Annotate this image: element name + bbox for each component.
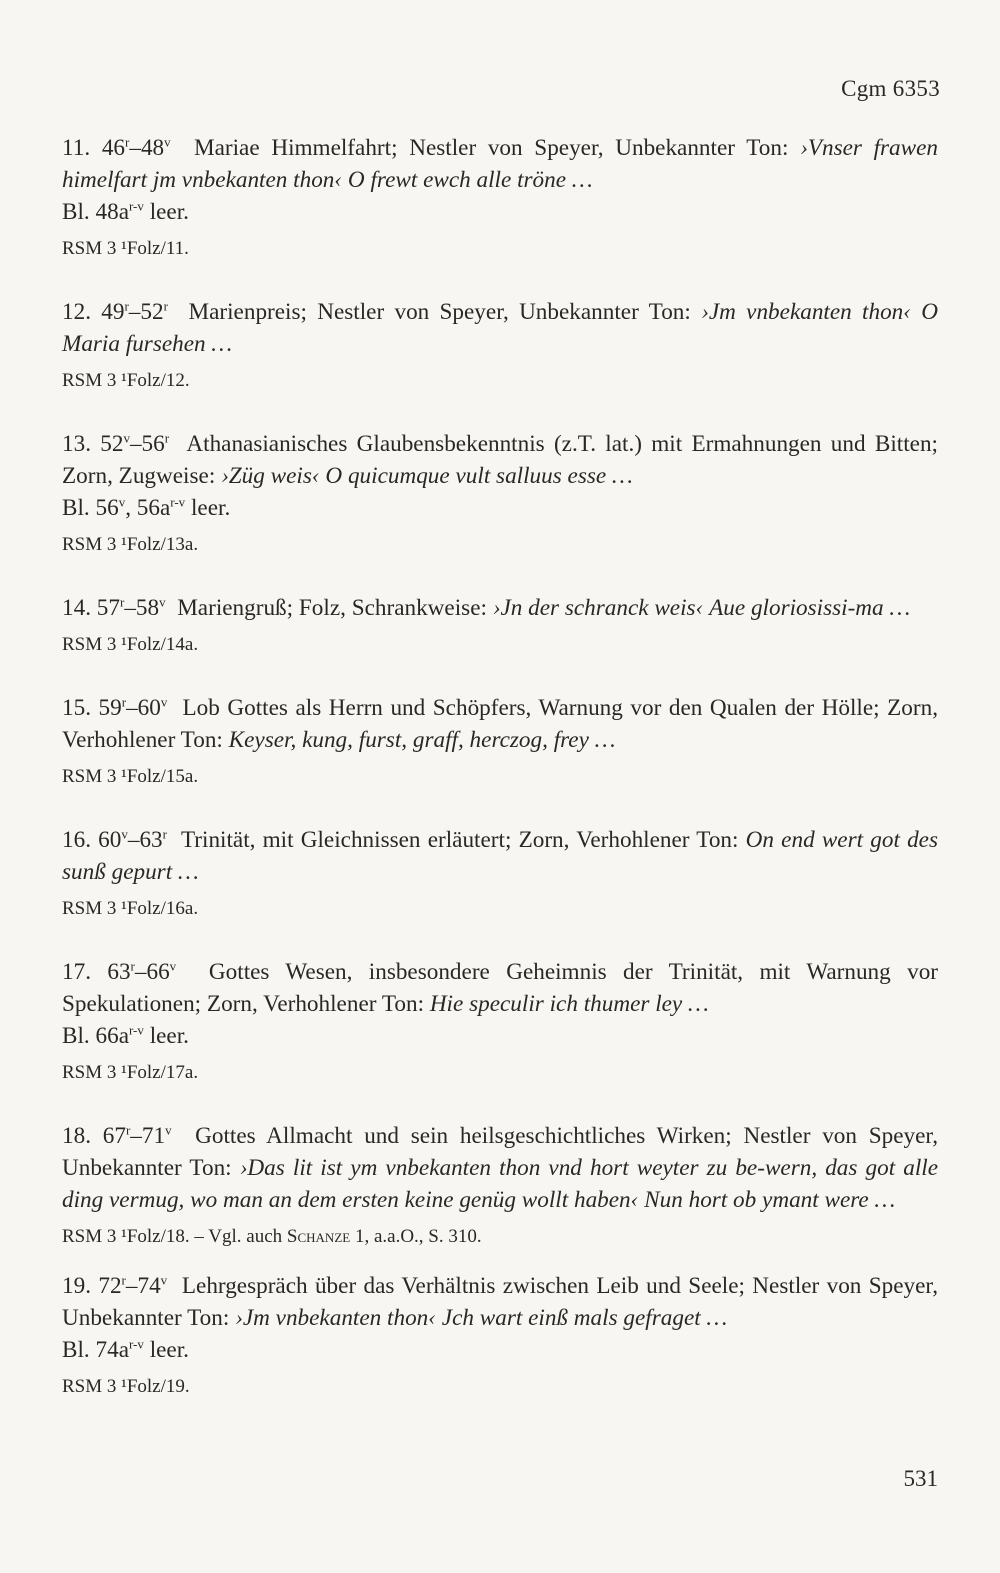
entry-description: Mariae Himmelfahrt; Nestler von Speyer, Unbekannter Ton: (193, 135, 801, 161)
incipit: O Maria fursehen … (62, 299, 939, 357)
entry-number: 17. (62, 959, 91, 985)
catalog-entries (62, 132, 938, 1400)
rsm-reference: RSM 3 ¹Folz/11. (62, 238, 189, 259)
entry-number: 18. (62, 1123, 91, 1149)
entry-description: Athanasianisches Glaubensbekenntnis (z.T. lat.) mit Ermahnungen und Bitten; Zorn, Zugweise: (62, 431, 938, 489)
entry-description: Lob Gottes als Herrn und Schöpfers, Warnung vor den Qualen der Hölle; Zorn, Verhohlener Ton: (62, 695, 939, 753)
rsm-reference: RSM 3 ¹Folz/15a. (62, 766, 199, 787)
entry-number: 14. (62, 595, 91, 621)
blank-leaves-note: Bl. $48a^{r-v}$ leer. (62, 198, 189, 225)
author-name: Schanze (286, 1226, 351, 1247)
entry-description: Gottes Allmacht und sein heilsgeschichtliches Wirken; Nestler von Speyer, Unbekannter Ton: (62, 1123, 939, 1181)
rsm-reference: RSM 3 ¹Folz/12. (62, 370, 190, 391)
folio-range: 63$^r$–66$^v$ (107, 958, 177, 985)
rsm-reference: RSM 3 ¹Folz/14a. (62, 634, 199, 655)
rsm-reference: RSM 3 ¹Folz/16a. (62, 898, 199, 919)
rsm-reference: RSM 3 ¹Folz/17a. (62, 1062, 199, 1083)
entry-description: Lehrgespräch über das Verhältnis zwischen Leib und Seele; Nestler von Speyer, Unbekannter Ton: (62, 1273, 939, 1331)
blank-leaves-note: Bl. $66a^{r-v}$ leer. (62, 1022, 189, 1049)
ton-name: ›Das lit ist ym vnbekanten thon vnd hort weyter zu be-wern, das got alle ding vermug, wo man an dem ersten keine genüg wollt haben‹ (62, 1155, 938, 1213)
rsm-reference: RSM 3 ¹Folz/18. – Vgl. auch Schanze 1, a.a.O., S. 310. (62, 1226, 482, 1247)
folio-range: 46$^r$–48$^v$ (101, 134, 171, 161)
incipit: Jch wart einß mals gefraget … (441, 1305, 728, 1331)
page-number: 531 (903, 1466, 938, 1491)
folio-range: 59$^r$–60$^v$ (98, 694, 168, 721)
rsm-reference: RSM 3 ¹Folz/19. (62, 1376, 190, 1397)
catalog-entry-15 (62, 692, 938, 790)
entry-number: 16. (62, 827, 91, 853)
ton-name: ›Jm vnbekanten thon‹ (235, 1305, 436, 1331)
ton-name: ›Jm vnbekanten thon‹ (701, 299, 911, 325)
folio-range: 57$^r$–58$^v$ (96, 594, 166, 621)
folio-range: 67$^r$–71$^v$ (102, 1122, 172, 1149)
folio-range: 60$^v$–63$^r$ (98, 826, 167, 853)
entry-number: 12. (62, 299, 91, 325)
incipit: Hie speculir ich thumer ley … (429, 991, 709, 1017)
entry-description: Mariengruß; Folz, Schrankweise: (177, 595, 493, 621)
ton-name: ›Jn der schranck weis‹ (492, 595, 704, 621)
incipit: Aue gloriosissi-ma … (709, 595, 911, 621)
incipit: Keyser, kung, furst, graff, herczog, frey … (228, 727, 616, 753)
catalog-entry-13 (62, 428, 938, 558)
ton-name: ›Vnser frawen himelfart jm vnbekanten thon‹ (62, 135, 939, 193)
entry-description: Trinität, mit Gleichnissen erläutert; Zorn, Verhohlener Ton: (180, 827, 746, 853)
incipit: On end wert got des sunß gepurt … (62, 827, 938, 885)
catalog-entry-18 (62, 1120, 938, 1250)
folio-range: 52$^v$–56$^r$ (100, 430, 170, 457)
folio-range: 49$^r$–52$^r$ (101, 298, 168, 325)
incipit: O quicumque vult salluus esse … (325, 463, 633, 489)
rsm-reference: RSM 3 ¹Folz/13a. (62, 534, 199, 555)
blank-leaves-note: Bl. 56$^v$, $56a^{r-v}$ leer. (62, 494, 231, 521)
blank-leaves-note: Bl. $74a^{r-v}$ leer. (62, 1336, 189, 1363)
catalog-entry-12 (62, 296, 938, 394)
catalog-entry-14 (62, 592, 938, 658)
incipit: Nun hort ob ymant were … (644, 1187, 896, 1213)
entry-description: Gottes Wesen, insbesondere Geheimnis der Trinität, mit Warnung vor Spekulationen; Zorn, Verhohlener Ton: (62, 959, 939, 1017)
catalog-entry-19 (62, 1270, 938, 1400)
catalog-entry-17 (62, 956, 938, 1086)
catalog-entry-16 (62, 824, 938, 922)
incipit: O frewt ewch alle tröne … (347, 167, 593, 193)
entry-number: 13. (62, 431, 91, 457)
catalog-entry-11 (62, 132, 938, 262)
entry-number: 19. (62, 1273, 91, 1299)
ton-name: ›Züg weis‹ (221, 463, 320, 489)
running-head: Cgm 6353 (841, 76, 940, 101)
folio-range: 72$^r$–74$^v$ (98, 1272, 168, 1299)
entry-description: Marienpreis; Nestler von Speyer, Unbekannter Ton: (188, 299, 702, 325)
entry-number: 11. (62, 135, 91, 161)
entry-number: 15. (62, 695, 91, 721)
